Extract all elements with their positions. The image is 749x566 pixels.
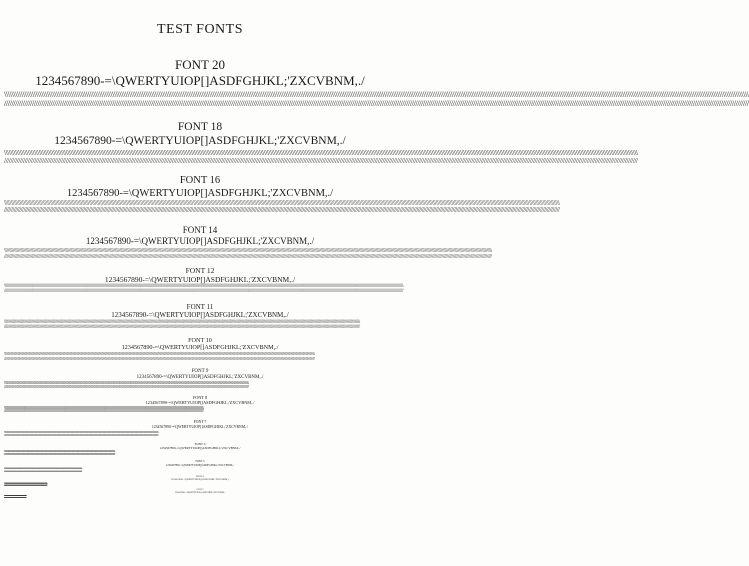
character-sample-line: 1234567890-=\QWERTYUIOP[]ASDFGHJKL;'ZXCVBNM,./ bbox=[174, 492, 226, 494]
font-size-label: FONT 12 bbox=[185, 266, 215, 275]
font-size-label: FONT 20 bbox=[175, 57, 225, 72]
character-sample-line: 1234567890-=\QWERTYUIOP[]ASDFGHJKL;'ZXCVBNM,./ bbox=[85, 236, 315, 246]
slash-rule: //////////////////////////////////////////////////////////////////////////////////////////////////////////////////////////////////////////////////////////////////////////////////////////////////////////////////////////////////////////////////////////////////////////////////////////////////////////////////////////////////////////////////////////////////////////////////////////////////////////////// bbox=[4, 497, 27, 499]
page-title: TEST FONTS bbox=[156, 22, 244, 37]
character-sample-line: 1234567890-=\QWERTYUIOP[]ASDFGHJKL;'ZXCVBNM,./ bbox=[111, 311, 289, 319]
backslash-rule: \\\\\\\\\\\\\\\\\\\\\\\\\\\\\\\\\\\\\\\\\\\\\\\\\\\\\\\\\\\\\\\\\\\\\\\\\\\\\\\\\\\\\\\\\\\\\\\\\\\\\\\\\\\\\\\\\\\\\\\\\\\\\\\\\\\\\\\\\\\\\\\\\\\\\\\\\\\\\\\\\\\\\\\\\\\\\\\\\\\\\\\\\\\\\\\\\\\\\\\\\\\\\\\\\\\\\\\\\\\\\\\\\\\\\\\\\\\\\\\\\\\\\\\\\\\\\\\\\\\\\\\\\\\\\\\\\\\\\\\\\\\\\\\\\\\\\\\\\\\\\\\\\\\\\\\\\\\\\\\\\\\\\\\\\\\\\\\\\\\\\\\\\\\\\\\\\\\\\\\\\\\\\\\\\\\\\\\\\\\\\\\\\\\\\\\\\\\\\\\\ bbox=[4, 467, 82, 471]
backslash-rule: \\\\\\\\\\\\\\\\\\\\\\\\\\\\\\\\\\\\\\\\\\\\\\\\\\\\\\\\\\\\\\\\\\\\\\\\\\\\\\\\\\\\\\\\\\\\\\\\\\\\\\\\\\\\\\\\\\\\\\\\\\\\\\\\\\\\\\\\\\\\\\\\\\\\\\\\\\\\\\\\\\\\\\\\\\\\\\\\\\\\\\\\\\\\\\\\\\\\\\\\\\\\\\\\\\\\\\\\\\\\\\\\\\\\\\\\\\\\\\\\\\\\\\\\\\\\\\\\\\\\\\\\\\\\\\\\\\\\\\\\\\\\\\\\\\\\\\\\\\\\\\\\\\\\\\\\\\\\\\\\\\\\\\\\\\\\\\\\\\\\\\\\\\\\\\\\\\\\\\\\\\\\\\\\\\\\\\\\\\\\\\\\\\\\\\\\\\\\\\\\ bbox=[4, 429, 159, 434]
font-size-label: FONT 4 bbox=[196, 476, 204, 478]
slash-rule: //////////////////////////////////////////////////////////////////////////////////////////////////////////////////////////////////////////////////////////////////////////////////////////////////////////////////////////////////////////////////////////////////////////////////////////////////////////////////////////////////////////////////////////////////////////////////////////////////////////////// bbox=[4, 469, 82, 473]
slash-rule: //////////////////////////////////////////////////////////////////////////////////////////////////////////////////////////////////////////////////////////////////////////////////////////////////////////////////////////////////////////////////////////////////////////////////////////////////////////////////////////////////////////////////////////////////////////////////////////////////////////////// bbox=[4, 409, 204, 414]
slash-rule: //////////////////////////////////////////////////////////////////////////////////////////////////////////////////////////////////////////////////////////////////////////////////////////////////////////////////////////////////////////////////////////////////////////////////////////////////////////////////////////////////////////////////////////////////////////////////////////////////////////////// bbox=[4, 97, 749, 108]
font-section-18 bbox=[0, 121, 638, 165]
font-size-label: FONT 7 bbox=[193, 420, 207, 424]
slash-rule: //////////////////////////////////////////////////////////////////////////////////////////////////////////////////////////////////////////////////////////////////////////////////////////////////////////////////////////////////////////////////////////////////////////////////////////////////////////////////////////////////////////////////////////////////////////////////////////////////////////////// bbox=[4, 356, 315, 361]
slash-rule: //////////////////////////////////////////////////////////////////////////////////////////////////////////////////////////////////////////////////////////////////////////////////////////////////////////////////////////////////////////////////////////////////////////////////////////////////////////////////////////////////////////////////////////////////////////////////////////////////////////////// bbox=[4, 484, 48, 487]
font-size-label: FONT 18 bbox=[177, 121, 223, 133]
font-section-5 bbox=[0, 461, 400, 473]
font-size-label: FONT 6 bbox=[194, 442, 206, 446]
font-size-label: FONT 9 bbox=[191, 369, 209, 374]
backslash-rule: \\\\\\\\\\\\\\\\\\\\\\\\\\\\\\\\\\\\\\\\\\\\\\\\\\\\\\\\\\\\\\\\\\\\\\\\\\\\\\\\\\\\\\\\\\\\\\\\\\\\\\\\\\\\\\\\\\\\\\\\\\\\\\\\\\\\\\\\\\\\\\\\\\\\\\\\\\\\\\\\\\\\\\\\\\\\\\\\\\\\\\\\\\\\\\\\\\\\\\\\\\\\\\\\\\\\\\\\\\\\\\\\\\\\\\\\\\\\\\\\\\\\\\\\\\\\\\\\\\\\\\\\\\\\\\\\\\\\\\\\\\\\\\\\\\\\\\\\\\\\\\\\\\\\\\\\\\\\\\\\\\\\\\\\\\\\\\\\\\\\\\\\\\\\\\\\\\\\\\\\\\\\\\\\\\\\\\\\\\\\\\\\\\\\\\\\\\\\\\\\ bbox=[4, 89, 749, 99]
character-sample-line: 1234567890-=\QWERTYUIOP[]ASDFGHJKL;'ZXCVBNM,./ bbox=[159, 446, 241, 451]
font-section-7 bbox=[0, 421, 400, 437]
character-sample-line: 1234567890-=\QWERTYUIOP[]ASDFGHJKL;'ZXCVBNM,./ bbox=[54, 134, 346, 147]
slash-rule: //////////////////////////////////////////////////////////////////////////////////////////////////////////////////////////////////////////////////////////////////////////////////////////////////////////////////////////////////////////////////////////////////////////////////////////////////////////////////////////////////////////////////////////////////////////////////////////////////////////////// bbox=[4, 325, 360, 330]
font-size-label: FONT 10 bbox=[188, 337, 212, 344]
character-sample-line: 1234567890-=\QWERTYUIOP[]ASDFGHJKL;'ZXCVBNM,./ bbox=[35, 73, 365, 88]
font-section-11 bbox=[0, 304, 400, 330]
font-section-4 bbox=[0, 476, 400, 487]
character-sample-line: 1234567890-=\QWERTYUIOP[]ASDFGHJKL;'ZXCVBNM,./ bbox=[151, 424, 249, 429]
font-section-20 bbox=[0, 57, 749, 108]
backslash-rule: \\\\\\\\\\\\\\\\\\\\\\\\\\\\\\\\\\\\\\\\\\\\\\\\\\\\\\\\\\\\\\\\\\\\\\\\\\\\\\\\\\\\\\\\\\\\\\\\\\\\\\\\\\\\\\\\\\\\\\\\\\\\\\\\\\\\\\\\\\\\\\\\\\\\\\\\\\\\\\\\\\\\\\\\\\\\\\\\\\\\\\\\\\\\\\\\\\\\\\\\\\\\\\\\\\\\\\\\\\\\\\\\\\\\\\\\\\\\\\\\\\\\\\\\\\\\\\\\\\\\\\\\\\\\\\\\\\\\\\\\\\\\\\\\\\\\\\\\\\\\\\\\\\\\\\\\\\\\\\\\\\\\\\\\\\\\\\\\\\\\\\\\\\\\\\\\\\\\\\\\\\\\\\\\\\\\\\\\\\\\\\\\\\\\\\\\\\\\\\\\ bbox=[4, 148, 638, 157]
font-section-9 bbox=[0, 369, 400, 389]
font-section-16 bbox=[0, 175, 560, 215]
font-size-label: FONT 11 bbox=[186, 303, 214, 311]
font-size-label: FONT 5 bbox=[195, 460, 205, 463]
slash-rule: //////////////////////////////////////////////////////////////////////////////////////////////////////////////////////////////////////////////////////////////////////////////////////////////////////////////////////////////////////////////////////////////////////////////////////////////////////////////////////////////////////////////////////////////////////////////////////////////////////////////// bbox=[4, 288, 404, 295]
character-sample-line: 1234567890-=\QWERTYUIOP[]ASDFGHJKL;'ZXCVBNM,./ bbox=[145, 400, 255, 406]
backslash-rule: \\\\\\\\\\\\\\\\\\\\\\\\\\\\\\\\\\\\\\\\\\\\\\\\\\\\\\\\\\\\\\\\\\\\\\\\\\\\\\\\\\\\\\\\\\\\\\\\\\\\\\\\\\\\\\\\\\\\\\\\\\\\\\\\\\\\\\\\\\\\\\\\\\\\\\\\\\\\\\\\\\\\\\\\\\\\\\\\\\\\\\\\\\\\\\\\\\\\\\\\\\\\\\\\\\\\\\\\\\\\\\\\\\\\\\\\\\\\\\\\\\\\\\\\\\\\\\\\\\\\\\\\\\\\\\\\\\\\\\\\\\\\\\\\\\\\\\\\\\\\\\\\\\\\\\\\\\\\\\\\\\\\\\\\\\\\\\\\\\\\\\\\\\\\\\\\\\\\\\\\\\\\\\\\\\\\\\\\\\\\\\\\\\\\\\\\\\\\\\\\ bbox=[4, 482, 48, 485]
font-size-label: FONT 8 bbox=[192, 395, 208, 400]
character-sample-line: 1234567890-=\QWERTYUIOP[]ASDFGHJKL;'ZXCVBNM,./ bbox=[66, 187, 334, 199]
character-sample-line: 1234567890-=\QWERTYUIOP[]ASDFGHJKL;'ZXCVBNM,./ bbox=[165, 463, 235, 467]
slash-rule: //////////////////////////////////////////////////////////////////////////////////////////////////////////////////////////////////////////////////////////////////////////////////////////////////////////////////////////////////////////////////////////////////////////////////////////////////////////////////////////////////////////////////////////////////////////////////////////////////////////////// bbox=[4, 206, 560, 214]
character-sample-line: 1234567890-=\QWERTYUIOP[]ASDFGHJKL;'ZXCVBNM,./ bbox=[170, 479, 230, 482]
font-section-6 bbox=[0, 443, 400, 457]
slash-rule: //////////////////////////////////////////////////////////////////////////////////////////////////////////////////////////////////////////////////////////////////////////////////////////////////////////////////////////////////////////////////////////////////////////////////////////////////////////////////////////////////////////////////////////////////////////////////////////////////////////////// bbox=[4, 432, 159, 437]
backslash-rule: \\\\\\\\\\\\\\\\\\\\\\\\\\\\\\\\\\\\\\\\\\\\\\\\\\\\\\\\\\\\\\\\\\\\\\\\\\\\\\\\\\\\\\\\\\\\\\\\\\\\\\\\\\\\\\\\\\\\\\\\\\\\\\\\\\\\\\\\\\\\\\\\\\\\\\\\\\\\\\\\\\\\\\\\\\\\\\\\\\\\\\\\\\\\\\\\\\\\\\\\\\\\\\\\\\\\\\\\\\\\\\\\\\\\\\\\\\\\\\\\\\\\\\\\\\\\\\\\\\\\\\\\\\\\\\\\\\\\\\\\\\\\\\\\\\\\\\\\\\\\\\\\\\\\\\\\\\\\\\\\\\\\\\\\\\\\\\\\\\\\\\\\\\\\\\\\\\\\\\\\\\\\\\\\\\\\\\\\\\\\\\\\\\\\\\\\\\\\\\\\ bbox=[4, 495, 27, 497]
slash-rule: //////////////////////////////////////////////////////////////////////////////////////////////////////////////////////////////////////////////////////////////////////////////////////////////////////////////////////////////////////////////////////////////////////////////////////////////////////////////////////////////////////////////////////////////////////////////////////////////////////////////// bbox=[4, 253, 492, 261]
font-section-12 bbox=[0, 266, 404, 295]
backslash-rule: \\\\\\\\\\\\\\\\\\\\\\\\\\\\\\\\\\\\\\\\\\\\\\\\\\\\\\\\\\\\\\\\\\\\\\\\\\\\\\\\\\\\\\\\\\\\\\\\\\\\\\\\\\\\\\\\\\\\\\\\\\\\\\\\\\\\\\\\\\\\\\\\\\\\\\\\\\\\\\\\\\\\\\\\\\\\\\\\\\\\\\\\\\\\\\\\\\\\\\\\\\\\\\\\\\\\\\\\\\\\\\\\\\\\\\\\\\\\\\\\\\\\\\\\\\\\\\\\\\\\\\\\\\\\\\\\\\\\\\\\\\\\\\\\\\\\\\\\\\\\\\\\\\\\\\\\\\\\\\\\\\\\\\\\\\\\\\\\\\\\\\\\\\\\\\\\\\\\\\\\\\\\\\\\\\\\\\\\\\\\\\\\\\\\\\\\\\\\\\\\ bbox=[4, 405, 204, 410]
backslash-rule: \\\\\\\\\\\\\\\\\\\\\\\\\\\\\\\\\\\\\\\\\\\\\\\\\\\\\\\\\\\\\\\\\\\\\\\\\\\\\\\\\\\\\\\\\\\\\\\\\\\\\\\\\\\\\\\\\\\\\\\\\\\\\\\\\\\\\\\\\\\\\\\\\\\\\\\\\\\\\\\\\\\\\\\\\\\\\\\\\\\\\\\\\\\\\\\\\\\\\\\\\\\\\\\\\\\\\\\\\\\\\\\\\\\\\\\\\\\\\\\\\\\\\\\\\\\\\\\\\\\\\\\\\\\\\\\\\\\\\\\\\\\\\\\\\\\\\\\\\\\\\\\\\\\\\\\\\\\\\\\\\\\\\\\\\\\\\\\\\\\\\\\\\\\\\\\\\\\\\\\\\\\\\\\\\\\\\\\\\\\\\\\\\\\\\\\\\\\\\\\\ bbox=[4, 200, 560, 207]
backslash-rule: \\\\\\\\\\\\\\\\\\\\\\\\\\\\\\\\\\\\\\\\\\\\\\\\\\\\\\\\\\\\\\\\\\\\\\\\\\\\\\\\\\\\\\\\\\\\\\\\\\\\\\\\\\\\\\\\\\\\\\\\\\\\\\\\\\\\\\\\\\\\\\\\\\\\\\\\\\\\\\\\\\\\\\\\\\\\\\\\\\\\\\\\\\\\\\\\\\\\\\\\\\\\\\\\\\\\\\\\\\\\\\\\\\\\\\\\\\\\\\\\\\\\\\\\\\\\\\\\\\\\\\\\\\\\\\\\\\\\\\\\\\\\\\\\\\\\\\\\\\\\\\\\\\\\\\\\\\\\\\\\\\\\\\\\\\\\\\\\\\\\\\\\\\\\\\\\\\\\\\\\\\\\\\\\\\\\\\\\\\\\\\\\\\\\\\\\\\\\\\\\ bbox=[4, 450, 115, 454]
character-sample-line: 1234567890-=\QWERTYUIOP[]ASDFGHJKL;'ZXCVBNM,./ bbox=[104, 274, 296, 284]
font-section-3 bbox=[0, 489, 400, 499]
font-size-label: FONT 14 bbox=[182, 225, 218, 235]
backslash-rule: \\\\\\\\\\\\\\\\\\\\\\\\\\\\\\\\\\\\\\\\\\\\\\\\\\\\\\\\\\\\\\\\\\\\\\\\\\\\\\\\\\\\\\\\\\\\\\\\\\\\\\\\\\\\\\\\\\\\\\\\\\\\\\\\\\\\\\\\\\\\\\\\\\\\\\\\\\\\\\\\\\\\\\\\\\\\\\\\\\\\\\\\\\\\\\\\\\\\\\\\\\\\\\\\\\\\\\\\\\\\\\\\\\\\\\\\\\\\\\\\\\\\\\\\\\\\\\\\\\\\\\\\\\\\\\\\\\\\\\\\\\\\\\\\\\\\\\\\\\\\\\\\\\\\\\\\\\\\\\\\\\\\\\\\\\\\\\\\\\\\\\\\\\\\\\\\\\\\\\\\\\\\\\\\\\\\\\\\\\\\\\\\\\\\\\\\\\\\\\\\ bbox=[4, 351, 315, 357]
font-section-14 bbox=[0, 225, 492, 261]
character-sample-line: 1234567890-=\QWERTYUIOP[]ASDFGHJKL;'ZXCVBNM,./ bbox=[121, 344, 279, 352]
font-section-8 bbox=[0, 396, 400, 414]
font-size-label: FONT 3 bbox=[196, 489, 204, 491]
character-sample-line: 1234567890-=\QWERTYUIOP[]ASDFGHJKL;'ZXCVBNM,./ bbox=[136, 375, 264, 380]
slash-rule: //////////////////////////////////////////////////////////////////////////////////////////////////////////////////////////////////////////////////////////////////////////////////////////////////////////////////////////////////////////////////////////////////////////////////////////////////////////////////////////////////////////////////////////////////////////////////////////////////////////////// bbox=[4, 384, 249, 389]
font-section-10 bbox=[0, 338, 400, 362]
slash-rule: //////////////////////////////////////////////////////////////////////////////////////////////////////////////////////////////////////////////////////////////////////////////////////////////////////////////////////////////////////////////////////////////////////////////////////////////////////////////////////////////////////////////////////////////////////////////////////////////////////////////// bbox=[4, 155, 638, 165]
slash-rule: //////////////////////////////////////////////////////////////////////////////////////////////////////////////////////////////////////////////////////////////////////////////////////////////////////////////////////////////////////////////////////////////////////////////////////////////////////////////////////////////////////////////////////////////////////////////////////////////////////////////// bbox=[4, 453, 115, 457]
backslash-rule: \\\\\\\\\\\\\\\\\\\\\\\\\\\\\\\\\\\\\\\\\\\\\\\\\\\\\\\\\\\\\\\\\\\\\\\\\\\\\\\\\\\\\\\\\\\\\\\\\\\\\\\\\\\\\\\\\\\\\\\\\\\\\\\\\\\\\\\\\\\\\\\\\\\\\\\\\\\\\\\\\\\\\\\\\\\\\\\\\\\\\\\\\\\\\\\\\\\\\\\\\\\\\\\\\\\\\\\\\\\\\\\\\\\\\\\\\\\\\\\\\\\\\\\\\\\\\\\\\\\\\\\\\\\\\\\\\\\\\\\\\\\\\\\\\\\\\\\\\\\\\\\\\\\\\\\\\\\\\\\\\\\\\\\\\\\\\\\\\\\\\\\\\\\\\\\\\\\\\\\\\\\\\\\\\\\\\\\\\\\\\\\\\\\\\\\\\\\\\\\\ bbox=[4, 380, 249, 385]
backslash-rule: \\\\\\\\\\\\\\\\\\\\\\\\\\\\\\\\\\\\\\\\\\\\\\\\\\\\\\\\\\\\\\\\\\\\\\\\\\\\\\\\\\\\\\\\\\\\\\\\\\\\\\\\\\\\\\\\\\\\\\\\\\\\\\\\\\\\\\\\\\\\\\\\\\\\\\\\\\\\\\\\\\\\\\\\\\\\\\\\\\\\\\\\\\\\\\\\\\\\\\\\\\\\\\\\\\\\\\\\\\\\\\\\\\\\\\\\\\\\\\\\\\\\\\\\\\\\\\\\\\\\\\\\\\\\\\\\\\\\\\\\\\\\\\\\\\\\\\\\\\\\\\\\\\\\\\\\\\\\\\\\\\\\\\\\\\\\\\\\\\\\\\\\\\\\\\\\\\\\\\\\\\\\\\\\\\\\\\\\\\\\\\\\\\\\\\\\\\\\\\\\ bbox=[4, 283, 404, 289]
font-size-label: FONT 16 bbox=[179, 175, 221, 186]
backslash-rule: \\\\\\\\\\\\\\\\\\\\\\\\\\\\\\\\\\\\\\\\\\\\\\\\\\\\\\\\\\\\\\\\\\\\\\\\\\\\\\\\\\\\\\\\\\\\\\\\\\\\\\\\\\\\\\\\\\\\\\\\\\\\\\\\\\\\\\\\\\\\\\\\\\\\\\\\\\\\\\\\\\\\\\\\\\\\\\\\\\\\\\\\\\\\\\\\\\\\\\\\\\\\\\\\\\\\\\\\\\\\\\\\\\\\\\\\\\\\\\\\\\\\\\\\\\\\\\\\\\\\\\\\\\\\\\\\\\\\\\\\\\\\\\\\\\\\\\\\\\\\\\\\\\\\\\\\\\\\\\\\\\\\\\\\\\\\\\\\\\\\\\\\\\\\\\\\\\\\\\\\\\\\\\\\\\\\\\\\\\\\\\\\\\\\\\\\\\\\\\\\ bbox=[4, 247, 492, 254]
backslash-rule: \\\\\\\\\\\\\\\\\\\\\\\\\\\\\\\\\\\\\\\\\\\\\\\\\\\\\\\\\\\\\\\\\\\\\\\\\\\\\\\\\\\\\\\\\\\\\\\\\\\\\\\\\\\\\\\\\\\\\\\\\\\\\\\\\\\\\\\\\\\\\\\\\\\\\\\\\\\\\\\\\\\\\\\\\\\\\\\\\\\\\\\\\\\\\\\\\\\\\\\\\\\\\\\\\\\\\\\\\\\\\\\\\\\\\\\\\\\\\\\\\\\\\\\\\\\\\\\\\\\\\\\\\\\\\\\\\\\\\\\\\\\\\\\\\\\\\\\\\\\\\\\\\\\\\\\\\\\\\\\\\\\\\\\\\\\\\\\\\\\\\\\\\\\\\\\\\\\\\\\\\\\\\\\\\\\\\\\\\\\\\\\\\\\\\\\\\\\\\\\\ bbox=[4, 320, 360, 325]
